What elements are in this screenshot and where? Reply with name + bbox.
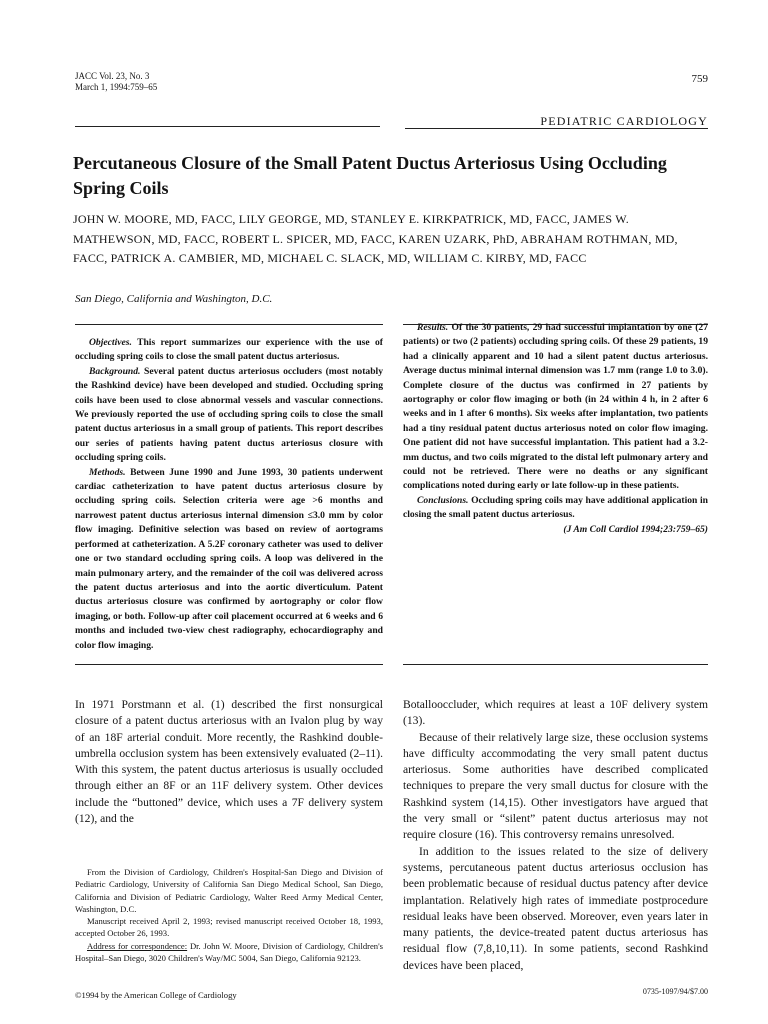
methods-text: Between June 1990 and June 1993, 30 patients underwent cardiac catheterization to have patent ductus arteriosus closure by occluding spring coils. Selection criteria were age >6 months and narrowest patent ductus arteriosus internal dimension ≤3.0 mm by color flow imaging. Definitive selection was based on review of aortograms performed at catheterization. A 5.2F coronary catheter was used to deliver one or two standard occluding spring coils. A loop was delivered in the main pulmonary artery, and the remainder of the coil was delivered across the patent ductus arteriosus and into the aortic diverticulum. Patent ductus arteriosus closure was confirmed by aortography or color flow imaging, or both. Follow-up after coil placement occurred at 6 weeks and 6 months and included two-view chest radiography, echocardiography and color flow imaging.: [75, 466, 383, 651]
results-label: Results.: [417, 322, 449, 333]
abstract-methods: [75, 466, 383, 653]
section-heading: PEDIATRIC CARDIOLOGY: [540, 114, 708, 128]
results-text: Of the 30 patients, 29 had successful implantation by one (27 patients) or two (2 patients) occluding spring coils. Of these 29 patients, 19 had a clinically apparent and 10 had a silent patent ductus arteriosus. Average ductus minimal internal dimension was 1.7 mm (range 1.0 to 3.0). Complete closure of the ductus was confirmed in 27 patients by aortography or color flow imaging or both (in 24 within 4 h, in 2 after 6 weeks and in 1 after 6 months). Six weeks after implantation, two patients had a tiny residual patent ductus arteriosus noted on color flow imaging. One patient did not have successful implantation. This patient had a 3.2-mm ductus, and two coils migrated to the distal left pulmonary artery and could not be retrieved. There were no deaths or any significant complications noted during early or late follow-up in these patients.: [403, 322, 708, 492]
journal-citation: [75, 71, 157, 93]
author-list: JOHN W. MOORE, MD, FACC, LILY GEORGE, MD, STANLEY E. KIRKPATRICK, MD, FACC, JAMES W. MATHEWSON, MD, FACC, ROBERT L. SPICER, MD, FACC, KAREN UZARK, PhD, ABRAHAM ROTHMAN, MD, FACC, PATRICK A. CAMBIER, MD, MICHAEL C. SLACK, MD, WILLIAM C. KIRBY, MD, FACC: [73, 212, 678, 266]
conclusions-label: Conclusions.: [417, 494, 469, 506]
abstract-rule-bottom-right: [403, 664, 708, 665]
author-affiliation: San Diego, California and Washington, D.C.: [75, 293, 273, 305]
objectives-label: Objectives.: [89, 337, 132, 348]
page-number: 759: [691, 73, 708, 85]
body-paragraph: Because of their relatively large size, these occlusion systems have difficulty accommodating the very small patent ductus arteriosus. Some authorities have described complicated techniques to prepare the very small ductus for closure with the Rashkind system (14,15). Other investigators have argued that the very small or “silent” patent ductus arteriosus may not require closure (16). This controversy remains unresolved.: [403, 730, 708, 842]
header-rule-left: [75, 126, 380, 127]
abstract-rule-bottom-left: [75, 664, 383, 665]
abstract-rule-top-left: [75, 324, 383, 325]
conclusions-text: Occluding spring coils may have additional application in closing the small patent ductus arteriosus.: [403, 494, 708, 521]
abstract-background: [75, 365, 383, 466]
abstract-citation: (J Am Coll Cardiol 1994;23:759–65): [563, 523, 708, 535]
background-label: Background.: [89, 365, 141, 377]
footnote: [75, 866, 383, 964]
correspondence-address: Dr. John W. Moore, Division of Cardiology, Children's Hospital–San Diego, 3020 Children's Way/MC 5004, San Diego, California 92123.: [75, 940, 383, 964]
abstract-results-block: [403, 321, 708, 537]
article-code: 0735-1097/94/$7.00: [642, 987, 708, 996]
abstract-left-column: [75, 336, 383, 653]
correspondence-label: Address for correspondence:: [87, 940, 188, 951]
journal-volume: JACC Vol. 23, No. 3: [75, 71, 150, 81]
body-paragraph: In addition to the issues related to the size of delivery systems, percutaneous patent ductus arteriosus occlusion has been problematic because of residual ductus patency after device implantation. Relatively high rates of immediate postprocedure residual leaks have been observed. Moreover, even years later in many patients, the device-treated patent ductus arteriosus has residual flow (7,8,10,11). In some patients, second Rashkind devices have been placed,: [403, 844, 708, 972]
body-left-column: [75, 697, 383, 827]
footnote-correspondence: [75, 940, 383, 965]
objectives-text: This report summarizes our experience with the use of occluding spring coils to close the small patent ductus arteriosus.: [75, 337, 383, 363]
abstract-objectives: [75, 336, 383, 365]
footnote-received: Manuscript received April 2, 1993; revised manuscript received October 18, 1993, accepted October 26, 1993.: [75, 916, 383, 939]
article-title: Percutaneous Closure of the Small Patent Ductus Arteriosus Using Occluding Spring Coils: [73, 153, 667, 198]
abstract-results: [403, 321, 708, 494]
body-paragraph: In 1971 Porstmann et al. (1) described the first nonsurgical closure of a patent ductus arteriosus with an Ivalon plug by way of an 18F arterial conduit. More recently, the Rashkind double-umbrella occlusion system has been extensively evaluated (2–11). With this system, the patent ductus arteriosus is usually occluded through either an 8F or an 11F delivery system. Other devices include the “buttoned” device, which uses a 7F delivery system (12), and the: [75, 698, 383, 826]
footnote-affiliations: From the Division of Cardiology, Children's Hospital-San Diego and Division of Pediatric Cardiology, University of California San Diego Medical School, San Diego, California and Division of Pediatric Cardiology, Walter Reed Army Medical Center, Washington, D.C.: [75, 867, 383, 914]
body-right-column: [403, 697, 708, 974]
abstract-conclusions: [403, 494, 708, 523]
journal-date-pages: March 1, 1994:759–65: [75, 82, 158, 92]
body-paragraph: Botallooccluder, which requires at least a 10F delivery system (13).: [403, 698, 708, 728]
copyright-notice: ©1994 by the American College of Cardiology: [75, 990, 237, 1000]
background-text: Several patent ductus arteriosus occluders (most notably the Rashkind device) have been developed and studied. Occluding spring coils have been used to close abnormal vessels and vascular connections. We previously reported the use of occluding spring coils to close the small patent ductus arteriosus in a small group of patients. This report describes our series of patients having patent ductus arteriosus closure with occluding spring coils.: [75, 365, 383, 464]
methods-label: Methods.: [89, 466, 126, 478]
